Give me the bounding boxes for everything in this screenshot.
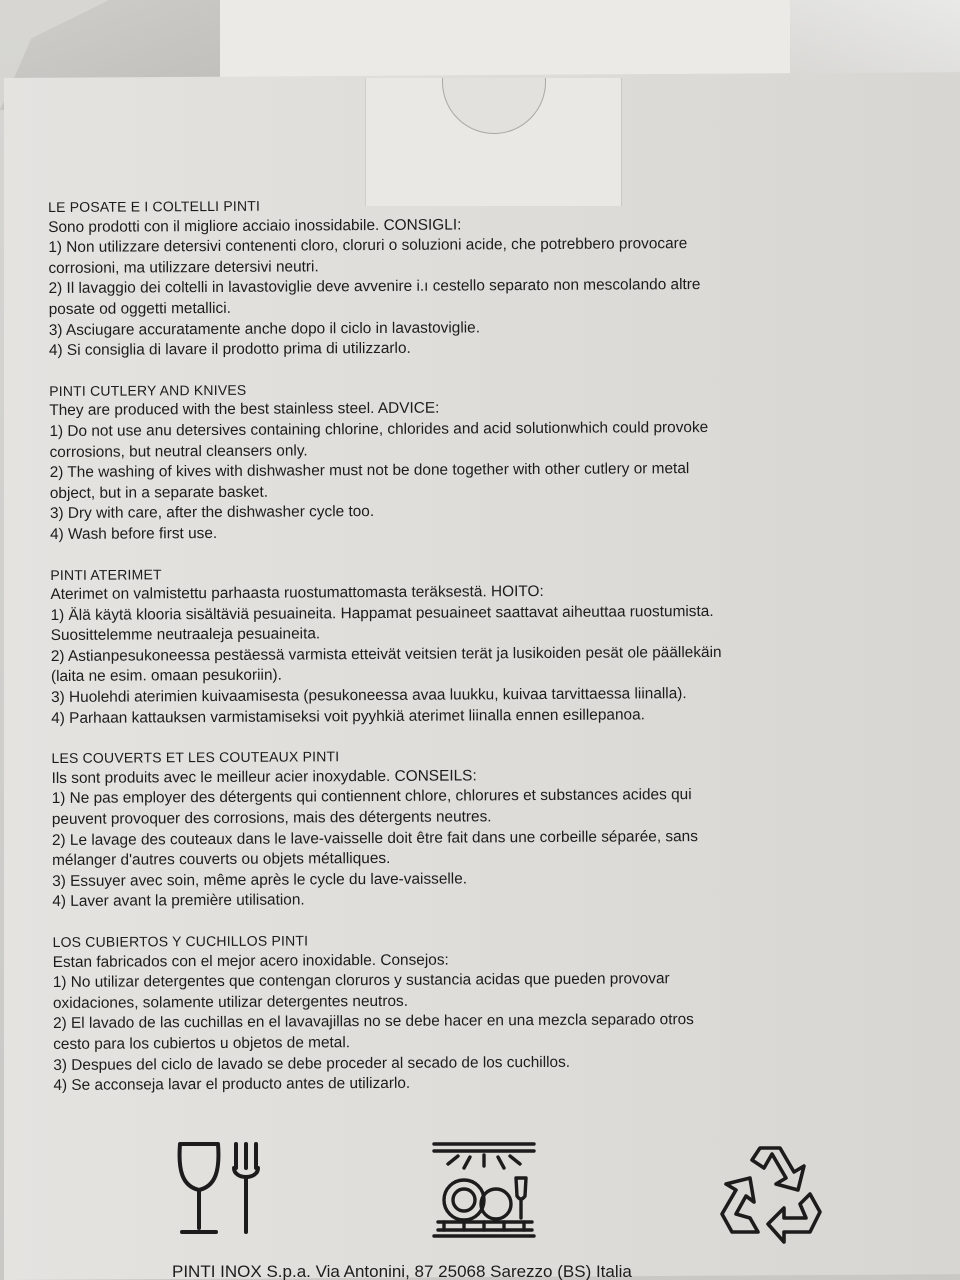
text-line: cesto para los cubiertos u objetos de metal. [53, 1034, 351, 1053]
text-line: 4) Si consiglia di lavare il prodotto prima di utilizzarlo. [48, 339, 411, 360]
text-line: 4) Wash before first use. [50, 524, 218, 543]
tuck-tab [365, 78, 622, 206]
text-line: 3) Dry with care, after the dishwasher cycle too. [49, 503, 375, 523]
instructions-text [48, 192, 949, 1116]
section-french [51, 743, 947, 913]
text-line: mélanger d'autres couverts ou objets métalliques. [52, 850, 391, 870]
text-line: Estan fabricados con el mejor acero inoxidable. Consejos: [52, 951, 449, 971]
section-title: LOS CUBIERTOS Y CUCHILLOS PINTI [52, 932, 309, 950]
text-line: 2) Le lavage des couteaux dans le lave-vaisselle doit être fait dans une corbeille séparée, sans [51, 827, 698, 849]
symbols-row [0, 1130, 960, 1250]
text-line: corrosioni, ma utilizzare detersivi neutri. [48, 258, 319, 277]
manufacturer-address: PINTI INOX S.p.a. Via Antonini, 87 25068 Sarezzo (BS) Italia [172, 1262, 632, 1280]
text-line: 2) The washing of kives with dishwasher must not be done together with other cutlery or metal [49, 460, 690, 482]
text-line: corrosions, but neutral cleansers only. [49, 441, 308, 461]
text-line: 4) Se acconseja lavar el producto antes de utilizarlo. [53, 1074, 411, 1095]
text-line: (laita ne esim. omaan pesukoriin). [50, 667, 282, 686]
text-line: 1) Ne pas employer des détergents qui contiennent chlore, chlorures et substances acides qui [51, 786, 692, 808]
section-title: LE POSATE E I COLTELLI PINTI [48, 197, 261, 215]
section-finnish [50, 559, 946, 729]
text-line: 3) Asciugare accuratamente anche dopo il ciclo in lavastoviglie. [48, 318, 481, 339]
text-line: 1) No utilizar detergentes que contengan cloruros y sustancia acidas que pueden provovar [52, 970, 670, 992]
section-italian [48, 192, 944, 362]
text-line: 2) El lavado de las cuchillas en el lavavajillas no se debe hacer en una mezcla separado otros [52, 1011, 694, 1033]
text-line: 4) Laver avant la première utilisation. [52, 891, 305, 911]
text-line: Sono prodotti con il migliore acciaio inossidabile. CONSIGLI: [48, 216, 462, 236]
text-line: Aterimet on valmistettu parhaasta ruostumattomasta teräksestä. HOITO: [50, 583, 544, 604]
text-line: peuvent provoquer des corrosions, mais des détergents neutres. [51, 808, 492, 829]
food-safe-icon [170, 1140, 265, 1240]
text-line: 1) Älä käytä klooria sisältäviä pesuaineita. Happamat pesuaineet saattavat aiheuttaa ruostumista. [50, 602, 714, 624]
section-english [49, 375, 945, 545]
text-line: 3) Despues del ciclo de lavado se debe proceder al secado de los cuchillos. [53, 1053, 571, 1074]
text-line: Suosittelemme neutraaleja pesuaineita. [50, 625, 321, 645]
text-line: oxidaciones, solamente utilizar detergentes neutros. [52, 992, 409, 1012]
text-line: 3) Huolehdi aterimien kuivaamisesta (pesukoneessa avaa luukku, kuivaa tarvittaessa liinalla). [51, 685, 687, 707]
text-line: 1) Do not use anu detersives containing chlorine, chlorides and acid solutionwhich could provoke [49, 418, 709, 440]
text-line: 4) Parhaan kattauksen varmistamiseksi voit pyyhkiä aterimet liinalla ennen esillepanoa. [51, 706, 645, 727]
text-line: They are produced with the best stainless steel. ADVICE: [49, 399, 440, 420]
text-line: object, but in a separate basket. [49, 483, 269, 502]
text-line: Ils sont produits avec le meilleur acier inoxydable. CONSEILS: [51, 767, 477, 787]
section-title: PINTI ATERIMET [50, 565, 162, 583]
text-line: posate od oggetti metallici. [48, 299, 231, 318]
text-line: 2) Astianpesukoneessa pestäessä varmista etteivät veitsien terät ja lusikoiden pesät ole päällekäin [50, 643, 722, 665]
text-line: 3) Essuyer avec soin, même après le cycle du lave-vaisselle. [52, 870, 468, 890]
recycle-icon [714, 1138, 828, 1250]
dishwasher-safe-icon [430, 1138, 540, 1242]
section-title: PINTI CUTLERY AND KNIVES [49, 381, 247, 399]
section-spanish [52, 927, 948, 1097]
text-line: 1) Non utilizzare detersivi contenenti cloro, cloruri o soluzioni acide, che potrebbero provocare [48, 235, 688, 257]
text-line: 2) Il lavaggio dei coltelli in lavastoviglie deve avvenire i.ı cestello separato non mescolando altre [48, 276, 701, 298]
section-title: LES COUVERTS ET LES COUTEAUX PINTI [51, 748, 340, 767]
